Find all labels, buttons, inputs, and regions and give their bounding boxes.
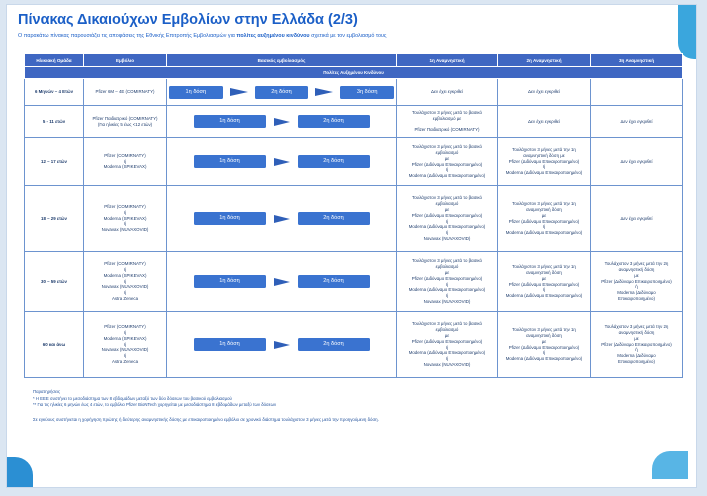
booster-line: εμβολιασμό (435, 200, 459, 206)
booster-line: εμβολιασμό (435, 263, 459, 269)
table-row (25, 106, 683, 138)
booster-line: Novavax (NUVAXOVID) (423, 362, 471, 368)
dose-box: 2η δόση (298, 155, 370, 168)
booster-line: ή (445, 230, 449, 236)
table-row (25, 79, 683, 106)
dose-box: 2η δόση (255, 86, 309, 99)
vaccine-line: Pfizer (COMIRNATY) (104, 323, 146, 329)
booster-line: Δεν έχει εγκριθεί (620, 118, 653, 124)
booster-line: Novavax (NUVAXOVID) (423, 299, 471, 305)
booster-2-cell (498, 252, 591, 312)
booster-line: Επικαιροποιημένο) (618, 359, 655, 365)
booster-line: Moderna (Διδύναμο Επικαιροποιημένο) (408, 224, 486, 230)
booster-line: ή (635, 347, 638, 353)
booster-line: Moderna (Διδύναμο Επικαιροποιημένο) (408, 350, 486, 356)
subtitle-before: Ο παρακάτω πίνακας παρουσιάζει τις αποφάσεις της Εθνικής Επιτροπής Εμβολιασμών για (18, 33, 237, 39)
primary-doses-cell (167, 186, 397, 252)
booster-line: Τουλάχιστον 3 μήνες μετά το βασικό (412, 109, 482, 115)
subtitle-bold: πολίτες αυξημένου κινδύνου (236, 33, 310, 39)
booster-line: Moderna (Διδύναμο Επικαιροποιημένο) (505, 356, 583, 362)
booster-line: αναμνηστική δόση με (523, 152, 565, 158)
booster-3-cell (591, 312, 683, 378)
pregnancy-footer-note: Σε εγκύους συστήνεται η χορήγηση πρώτης ή δεύτερης αναμνηστικής δόσης με επικαιροποιημένο εμβόλιο σε χρονικό διάστημα τουλάχιστον 3 μήνες μετά την προηγούμενη δόση. (33, 417, 379, 422)
dose-box: 1η δόση (194, 115, 266, 128)
table-row (25, 252, 683, 312)
booster-line: Pfizer Παιδιατρικό (COMIRNATY) (414, 127, 480, 133)
booster-line: Pfizer (Διδύναμο Επικαιροποιημένο) (411, 161, 483, 167)
vaccine-line: Moderna (SPIKEVAX) (103, 164, 147, 170)
booster-line: ή (445, 356, 449, 362)
arrow-right-icon (274, 215, 290, 223)
dose-flow (169, 275, 394, 288)
vaccine-line: ή (123, 290, 127, 296)
booster-line: Δεν έχει εγκριθεί (528, 89, 560, 95)
booster-line: Moderna (Διδύναμο (617, 353, 656, 359)
vaccine-line: (Για ηλικίες 5 έως <12 ετών) (97, 121, 153, 127)
booster-line: Pfizer (Διδύναμο Επικαιροποιημένο) (601, 341, 672, 347)
vaccine-cell (84, 79, 167, 106)
booster-line: αναμνηστική δόση (618, 329, 655, 335)
age-group-cell: 18 – 29 ετών (25, 186, 84, 252)
booster-line: Δεν έχει εγκριθεί (620, 215, 653, 221)
booster-line: Pfizer (Διδύναμο Επικαιροποιημένο) (508, 281, 580, 287)
booster-line: αναμνηστική δόση (618, 266, 655, 272)
vaccine-cell (84, 138, 167, 186)
booster-line: Δεν έχει εγκριθεί (431, 89, 463, 95)
booster-line: ή (542, 224, 546, 230)
vaccine-line: Pfizer (COMIRNATY) (104, 152, 146, 158)
vaccine-cell (84, 312, 167, 378)
vaccine-line: ή (123, 278, 127, 284)
arrow-right-icon (274, 158, 290, 166)
age-group-cell: 60 και άνω (25, 312, 84, 378)
dose-box: 2η δόση (298, 275, 370, 288)
arrow-right-icon (315, 88, 333, 96)
vaccine-line: Novavax (NUVAXOVID) (101, 284, 149, 290)
vaccine-line: Moderna (SPIKEVAX) (103, 272, 147, 278)
booster-line: Επικαιροποιημένο) (618, 296, 655, 302)
notes-section (33, 389, 276, 409)
booster-line: εμβολιασμό (435, 326, 459, 332)
risk-group-label: Πολίτες Αυξημένου Κινδύνου (25, 67, 683, 79)
primary-doses-cell (167, 312, 397, 378)
booster-3-cell (591, 79, 683, 106)
booster-2-cell (498, 312, 591, 378)
vaccine-line: Moderna (SPIKEVAX) (103, 215, 147, 221)
vaccine-line: ή (123, 341, 127, 347)
booster-3-cell (591, 252, 683, 312)
booster-2-cell (498, 186, 591, 252)
dose-box: 1η δόση (194, 155, 266, 168)
table-row (25, 138, 683, 186)
booster-2-cell (498, 79, 591, 106)
booster-line: Pfizer (Διδύναμο Επικαιροποιημένο) (508, 344, 580, 350)
vaccine-line: Pfizer 6M – 4E (COMIRNATY) (95, 89, 155, 95)
booster-line: Moderna (Διδύναμο Επικαιροποιημένο) (505, 293, 583, 299)
booster-line: Pfizer (Διδύναμο Επικαιροποιημένο) (508, 158, 580, 164)
booster-3-cell (591, 186, 683, 252)
booster-line: ή (542, 350, 546, 356)
vaccine-line: Astra Zeneca (111, 296, 139, 302)
vaccine-line: ή (123, 158, 127, 164)
booster-1-cell (397, 252, 498, 312)
decor-corner-bottom-right (652, 451, 688, 479)
booster-line: με (444, 332, 450, 338)
age-group-cell: 6 Μηνών – 4 Ετών (25, 79, 84, 106)
arrow-right-icon (274, 278, 290, 286)
booster-line: Τουλάχιστον 3 μήνες μετά την 1η (512, 200, 576, 206)
booster-line: Pfizer (Διδύναμο Επικαιροποιημένο) (508, 218, 580, 224)
booster-line: Moderna (Διδύναμο Επικαιροποιημένο) (505, 170, 583, 176)
booster-line: Τουλάχιστον 3 μήνες μετά την 1η (512, 326, 576, 332)
booster-line: Pfizer (Διδύναμο Επικαιροποιημένο) (411, 275, 483, 281)
dose-box: 1η δόση (169, 86, 223, 99)
booster-line: Δεν έχει εγκριθεί (620, 158, 653, 164)
header-booster-3: 3η Αναμνηστική (591, 54, 683, 67)
header-booster-2: 2η Αναμνηστική (498, 54, 591, 67)
arrow-right-icon (230, 88, 248, 96)
primary-doses-cell (167, 106, 397, 138)
booster-line: Novavax (NUVAXOVID) (423, 236, 471, 242)
booster-line: με (634, 272, 639, 278)
risk-group-row (25, 67, 683, 79)
note-item: * Η ΕΕΕ συστήνει το μεσοδιάστημα των 8 εβδομάδων μεταξύ των δύο δόσεων του βασικού εμβολιασμού (33, 395, 232, 401)
primary-doses-cell (167, 79, 397, 106)
booster-line: εμβολιασμό (435, 149, 459, 155)
booster-line: Τουλάχιστον 3 μήνες μετά την 2η (604, 323, 669, 329)
booster-line: με (444, 206, 450, 212)
vaccine-line: Pfizer (COMIRNATY) (104, 203, 146, 209)
booster-line: αναμνηστική δόση (526, 206, 562, 212)
vaccine-line: ή (123, 353, 127, 359)
dose-box: 2η δόση (298, 115, 370, 128)
table-row (25, 186, 683, 252)
page-subtitle (18, 33, 387, 39)
vaccine-line: ή (123, 221, 127, 227)
booster-line: Τουλάχιστον 3 μήνες μετά την 2η (604, 260, 669, 266)
booster-line: Moderna (Διδύναμο (617, 290, 656, 296)
booster-line: αναμνηστική δόση (526, 332, 562, 338)
dose-flow (169, 212, 394, 225)
booster-line: Τουλάχιστον 3 μήνες μετά την 1η (512, 263, 576, 269)
booster-line: με (634, 335, 639, 341)
booster-3-cell (591, 106, 683, 138)
booster-line: με (444, 269, 450, 275)
primary-doses-cell (167, 138, 397, 186)
booster-line: με (541, 338, 547, 344)
header-primary-vaccination: Βασικός εμβολιασμός (167, 54, 397, 67)
primary-doses-cell (167, 252, 397, 312)
age-group-cell: 30 – 59 ετών (25, 252, 84, 312)
booster-line: ή (445, 218, 449, 224)
booster-line: Moderna (Διδύναμο Επικαιροποιημένο) (408, 173, 486, 179)
booster-1-cell (397, 106, 498, 138)
vaccine-line: Novavax (NUVAXOVID) (101, 347, 149, 353)
vaccine-line: Pfizer Παιδιατρικό (COMIRNATY) (92, 115, 158, 121)
booster-1-cell (397, 138, 498, 186)
booster-line: εμβολιασμό με (432, 115, 462, 121)
vaccine-line: ή (123, 266, 127, 272)
booster-3-cell (591, 138, 683, 186)
booster-line: αναμνηστική δόση (526, 269, 562, 275)
booster-line: ή (445, 293, 449, 299)
subtitle-after: σχετικά με τον εμβολιασμό τους (309, 33, 387, 39)
booster-1-cell (397, 186, 498, 252)
header-age-group: Ηλικιακή Ομάδα (25, 54, 84, 67)
table-row (25, 312, 683, 378)
note-item: ** Για τις ηλικίες 6 μηνών έως 4 ετών, το εμβόλιο Pfizer BioNTech χορηγείται με μεσοδιάστημα 8 εβδομάδων μεταξύ των δόσεων (33, 402, 277, 408)
booster-line: Τουλάχιστον 3 μήνες μετά το βασικό (412, 257, 482, 263)
decor-corner-top-right (678, 5, 696, 59)
booster-2-cell (498, 138, 591, 186)
age-group-cell: 5 - 11 ετών (25, 106, 84, 138)
table-header-row (25, 54, 683, 67)
arrow-right-icon (274, 118, 290, 126)
vaccine-cell (84, 106, 167, 138)
dose-box: 2η δόση (298, 338, 370, 351)
dose-flow (169, 338, 394, 351)
booster-line: ή (635, 284, 638, 290)
booster-2-cell (498, 106, 591, 138)
booster-line: ή (445, 281, 449, 287)
vaccine-eligibility-table (24, 53, 683, 378)
booster-line: Pfizer (Διδύναμο Επικαιροποιημένο) (601, 278, 672, 284)
dose-box: 1η δόση (194, 212, 266, 225)
dose-box: 2η δόση (298, 212, 370, 225)
booster-line: με (541, 212, 547, 218)
dose-box: 1η δόση (194, 275, 266, 288)
booster-line: Τουλάχιστον 3 μήνες μετά το βασικό (412, 143, 482, 149)
booster-line: με (541, 275, 547, 281)
vaccine-line: Pfizer (COMIRNATY) (104, 260, 146, 266)
vaccine-line: Moderna (SPIKEVAX) (103, 335, 147, 341)
booster-1-cell (397, 312, 498, 378)
header-booster-1: 1η Αναμνηστική (397, 54, 498, 67)
arrow-right-icon (274, 341, 290, 349)
booster-line: ή (445, 167, 449, 173)
dose-box: 3η δόση (340, 86, 394, 99)
booster-line: με (444, 155, 450, 161)
vaccine-line: Novavax (NUVAXOVID) (101, 227, 149, 233)
booster-line: Τουλάχιστον 3 μήνες μετά την 1η (512, 146, 576, 152)
dose-flow (169, 115, 394, 128)
notes-heading: Παρατηρήσεις (33, 389, 61, 394)
booster-line: Pfizer (Διδύναμο Επικαιροποιημένο) (411, 338, 483, 344)
vaccine-line: ή (123, 329, 127, 335)
booster-line: ή (445, 344, 449, 350)
vaccine-line: Astra Zeneca (111, 359, 139, 365)
booster-line: Τουλάχιστον 3 μήνες μετά το βασικό (412, 320, 482, 326)
dose-flow (169, 155, 394, 168)
booster-line: ή (542, 164, 546, 170)
booster-1-cell (397, 79, 498, 106)
vaccine-cell (84, 186, 167, 252)
booster-line: Τουλάχιστον 3 μήνες μετά το βασικό (412, 194, 482, 200)
dose-flow (169, 86, 394, 99)
vaccine-line: ή (123, 209, 127, 215)
dose-box: 1η δόση (194, 338, 266, 351)
booster-line: Moderna (Διδύναμο Επικαιροποιημένο) (505, 230, 583, 236)
booster-line: Pfizer (Διδύναμο Επικαιροποιημένο) (411, 212, 483, 218)
vaccine-cell (84, 252, 167, 312)
booster-line: Δεν έχει εγκριθεί (528, 118, 560, 124)
page-title: Πίνακας Δικαιούχων Εμβολίων στην Ελλάδα (2/3) (18, 12, 358, 28)
header-vaccine: Εμβόλιο (84, 54, 167, 67)
booster-line: Moderna (Διδύναμο Επικαιροποιημένο) (408, 287, 486, 293)
booster-line: ή (542, 287, 546, 293)
age-group-cell: 12 – 17 ετών (25, 138, 84, 186)
decor-corner-bottom-left (7, 457, 33, 487)
